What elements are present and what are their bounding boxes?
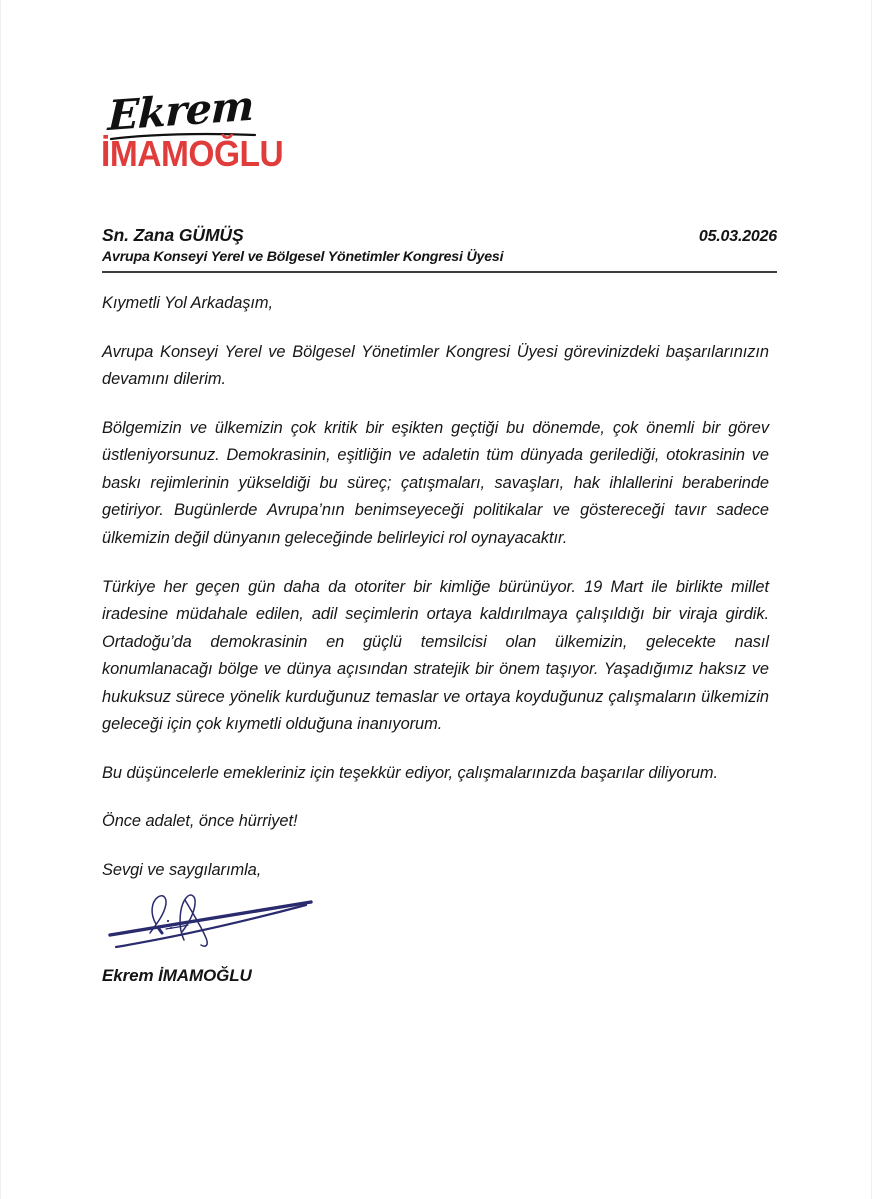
paragraph-3: Türkiye her geçen gün daha da otoriter bir kimliğe bürünüyor. 19 Mart ile birlikte millet iradesine müdahale edilen, adil seçimlerin ortaya kaldırılmaya çalışıldığı bir viraja girdik. Ortadoğu’da demokrasinin en güçlü temsilcisi olan ülkemizin, gelecekte nasıl konumlanacağı bölge ve dünya açısından stratejik bir önem taşıyor. Yaşadığımız haksız ve hukuksuz sürece yönelik kurduğunuz temaslar ve ortaya koyduğunuz çalışmaların ülkemizin geleceği için çok kıymetli olduğuna inanıyorum. (102, 577, 769, 734)
salutation: Kıymetli Yol Arkadaşım, (102, 294, 274, 312)
paragraph-4: Bu düşüncelerle emekleriniz için teşekkür ediyor, çalışmalarınızda başarılar diliyorum. (102, 763, 719, 782)
paragraph-2: Bölgemizin ve ülkemizin çok kritik bir eşikten geçtiği bu dönemde, çok önemli bir görev üstleniyorsunuz. Demokrasinin, eşitliğin ve adaletin tüm dünyada gerilediği, otokrasinin ve baskı rejimlerinin yükseldiği bu süreç; çatışmaları, savaşları, hak ihlallerini beraberinde getiriyor. Bugünlerde Avrupa’nın benimseyeceği politikalar ve göstereceği tavır sadece ülkemizin değil dünyanın geleceğinde belirleyici rol oynayacaktır. (102, 418, 769, 547)
letterhead-logo (101, 81, 401, 174)
letter-date: 05.03.2026 (698, 228, 777, 245)
header-divider (102, 271, 777, 273)
recipient-header (102, 225, 777, 273)
handwritten-signature-icon (106, 888, 336, 956)
imamoglu-wordmark: İMAMOĞLU (101, 133, 284, 174)
signer-name: Ekrem İMAMOĞLU (102, 966, 252, 985)
recipient-title: Avrupa Konseyi Yerel ve Bölgesel Yönetimler Kongresi Üyesi (102, 249, 504, 265)
slogan-line: Önce adalet, önce hürriyet! (102, 812, 298, 831)
signature-block (102, 888, 502, 986)
recipient-name: Sn. Zana GÜMÜŞ (102, 225, 244, 245)
paragraph-1: Avrupa Konseyi Yerel ve Bölgesel Yönetimler Kongresi Üyesi görevinizdeki başarılarınızın devamını dilerim. (102, 342, 769, 389)
ekrem-script-logo: Ekrem (107, 81, 255, 140)
recipient-name-date-row (102, 225, 777, 246)
closing-line: Sevgi ve saygılarımla, (102, 861, 262, 879)
letter-body (102, 290, 769, 906)
